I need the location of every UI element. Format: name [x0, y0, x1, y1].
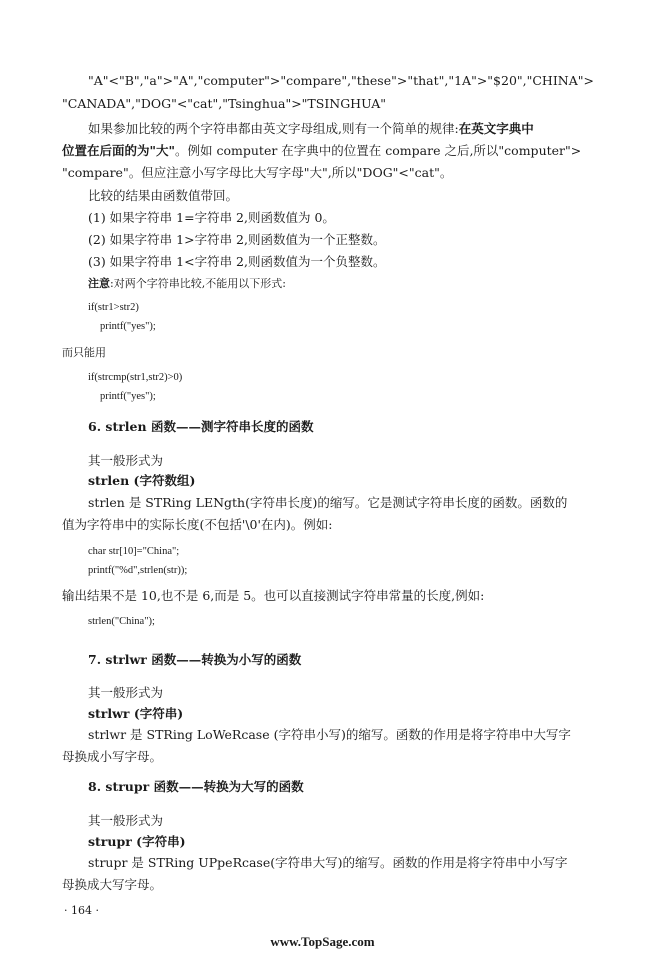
text-line: strlwr (字符串) [88, 706, 184, 721]
section-heading: 6. strlen 函数——测字符串长度的函数 [88, 419, 314, 434]
section-heading: 7. strlwr 函数——转换为小写的函数 [88, 652, 302, 667]
text-line: strupr 是 STRing UPpeRcase(字符串大写)的缩写。函数的作用是将字符串中小写字 [88, 855, 568, 870]
footer-watermark: www.TopSage.com [270, 934, 375, 949]
code-line: char str[10]="China"; [88, 546, 180, 557]
code-line: printf("yes"); [100, 321, 156, 332]
list-item: (1) 如果字符串 1=字符串 2,则函数值为 0。 [88, 210, 335, 225]
text-line: strlen 是 STRing LENgth(字符串长度)的缩写。它是测试字符串长度的函数。函数的 [88, 495, 568, 510]
text-line: 其一般形式为 [88, 813, 164, 828]
text-line: 输出结果不是 10,也不是 6,而是 5。也可以直接测试字符串常量的长度,例如: [62, 588, 485, 603]
list-item: (2) 如果字符串 1>字符串 2,则函数值为一个正整数。 [88, 232, 386, 247]
text-line: 其一般形式为 [88, 453, 164, 468]
text-line: strlwr 是 STRing LoWeRcase (字符串小写)的缩写。函数的作用是将字符串中大写字 [88, 727, 571, 742]
text-line: 其一般形式为 [88, 685, 164, 700]
code-line: strlen("China"); [88, 616, 155, 627]
code-line: if(str1>str2) [88, 302, 139, 313]
list-item: (3) 如果字符串 1<字符串 2,则函数值为一个负整数。 [88, 254, 386, 269]
text-line: "CANADA","DOG"<"cat","Tsinghua">"TSINGHUA" [62, 96, 387, 111]
section-heading: 8. strupr 函数——转换为大写的函数 [88, 779, 304, 794]
text-line: 比较的结果由函数值带回。 [88, 188, 239, 203]
text-line: 值为字符串中的实际长度(不包括'\0'在内)。例如: [62, 517, 333, 532]
text-line: 而只能用 [62, 346, 106, 359]
page-number: · 164 · [64, 904, 99, 917]
note-line: 注意:对两个字符串比较,不能用以下形式: [88, 277, 286, 290]
code-line: printf("%d",strlen(str)); [88, 565, 188, 576]
text-line: "A"<"B","a">"A","computer">"compare","these">"that","1A">"$20","CHINA"> [88, 73, 594, 88]
code-line: if(strcmp(str1,str2)>0) [88, 372, 183, 383]
text-line: 如果参加比较的两个字符串都由英文字母组成,则有一个简单的规律:在英文字典中 [88, 121, 534, 136]
text-line: 母换成小写字母。 [62, 749, 163, 764]
text-line: 位置在后面的为"大"。例如 computer 在字典中的位置在 compare 之后,所以"computer"> [62, 143, 582, 158]
text-line: 母换成大写字母。 [62, 877, 163, 892]
text-line: "compare"。但应注意小写字母比大写字母"大",所以"DOG"<"cat"。 [62, 165, 453, 180]
code-line: printf("yes"); [100, 391, 156, 402]
text-line: strupr (字符串) [88, 834, 186, 849]
text-line: strlen (字符数组) [88, 473, 196, 488]
